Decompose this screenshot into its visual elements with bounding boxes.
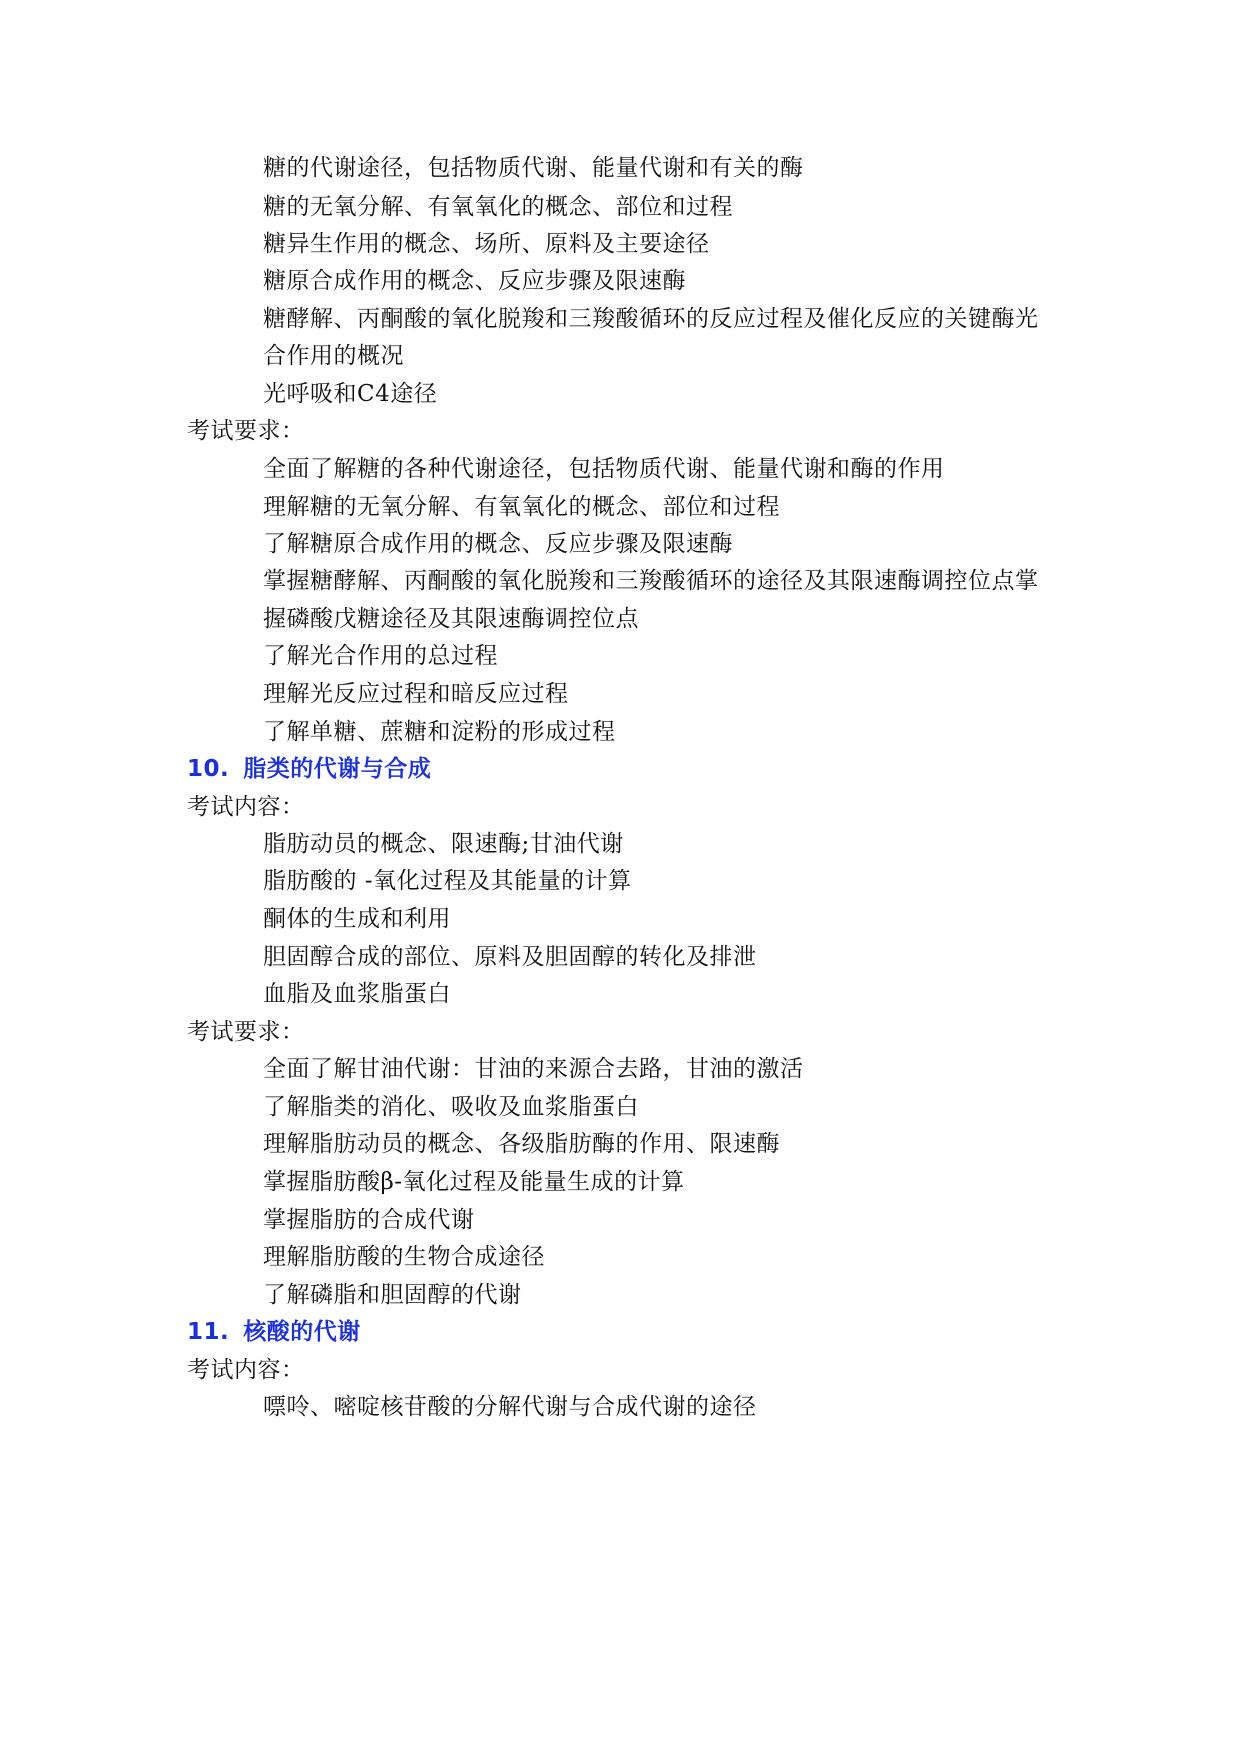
content-line: 糖异生作用的概念、场所、原料及主要途径 [263,231,710,257]
content-line: 血脂及血浆脂蛋白 [263,981,451,1007]
requirements-label: 考试要求： [187,1019,305,1045]
content-line: 胆固醇合成的部位、原料及胆固醇的转化及排泄 [263,944,757,970]
content-label: 考试内容： [187,794,305,820]
content-label: 考试内容： [187,1357,305,1383]
requirement-line: 掌握糖酵解、丙酮酸的氧化脱羧和三羧酸循环的途径及其限速酶调控位点掌 [263,568,1039,594]
requirement-line: 理解脂肪动员的概念、各级脂肪酶的作用、限速酶 [263,1131,780,1157]
content-line: 脂肪酸的 -氧化过程及其能量的计算 [263,868,632,894]
section-heading [187,754,431,784]
requirement-line: 了解糖原合成作用的概念、反应步骤及限速酶 [263,531,733,557]
requirement-line: 理解光反应过程和暗反应过程 [263,681,569,707]
content-line: 糖的无氧分解、有氧氧化的概念、部位和过程 [263,194,733,220]
requirement-line: 了解磷脂和胆固醇的代谢 [263,1282,522,1308]
requirement-line: 了解脂类的消化、吸收及血浆脂蛋白 [263,1094,639,1120]
requirement-line: 全面了解糖的各种代谢途径，包括物质代谢、能量代谢和酶的作用 [263,456,945,482]
content-line: 嘌呤、嘧啶核苷酸的分解代谢与合成代谢的途径 [263,1394,757,1420]
section-number: 10. [187,756,230,782]
section-heading [187,1317,361,1347]
content-line: 糖的代谢途径，包括物质代谢、能量代谢和有关的酶 [263,155,804,181]
requirement-line: 理解脂肪酸的生物合成途径 [263,1244,545,1270]
requirement-line: 了解光合作用的总过程 [263,643,498,669]
content-line: 合作用的概况 [263,343,404,369]
requirement-line: 理解糖的无氧分解、有氧氧化的概念、部位和过程 [263,494,780,520]
content-line: 脂肪动员的概念、限速酶;甘油代谢 [263,831,624,857]
content-line: 糖酵解、丙酮酸的氧化脱羧和三羧酸循环的反应过程及催化反应的关键酶光 [263,306,1039,332]
content-line: 酮体的生成和利用 [263,906,451,932]
requirements-label: 考试要求： [187,418,305,444]
requirement-line: 掌握脂肪的合成代谢 [263,1207,475,1233]
requirement-line: 全面了解甘油代谢：甘油的来源合去路，甘油的激活 [263,1056,804,1082]
requirement-line: 掌握脂肪酸β-氧化过程及能量生成的计算 [263,1169,685,1195]
section-number: 11. [187,1319,230,1345]
requirement-line: 握磷酸戊糖途径及其限速酶调控位点 [263,606,639,632]
section-title: 脂类的代谢与合成 [243,756,432,782]
requirement-line: 了解单糖、蔗糖和淀粉的形成过程 [263,719,616,745]
content-line: 光呼吸和C4途径 [263,381,438,407]
section-title: 核酸的代谢 [243,1319,361,1345]
content-line: 糖原合成作用的概念、反应步骤及限速酶 [263,268,686,294]
